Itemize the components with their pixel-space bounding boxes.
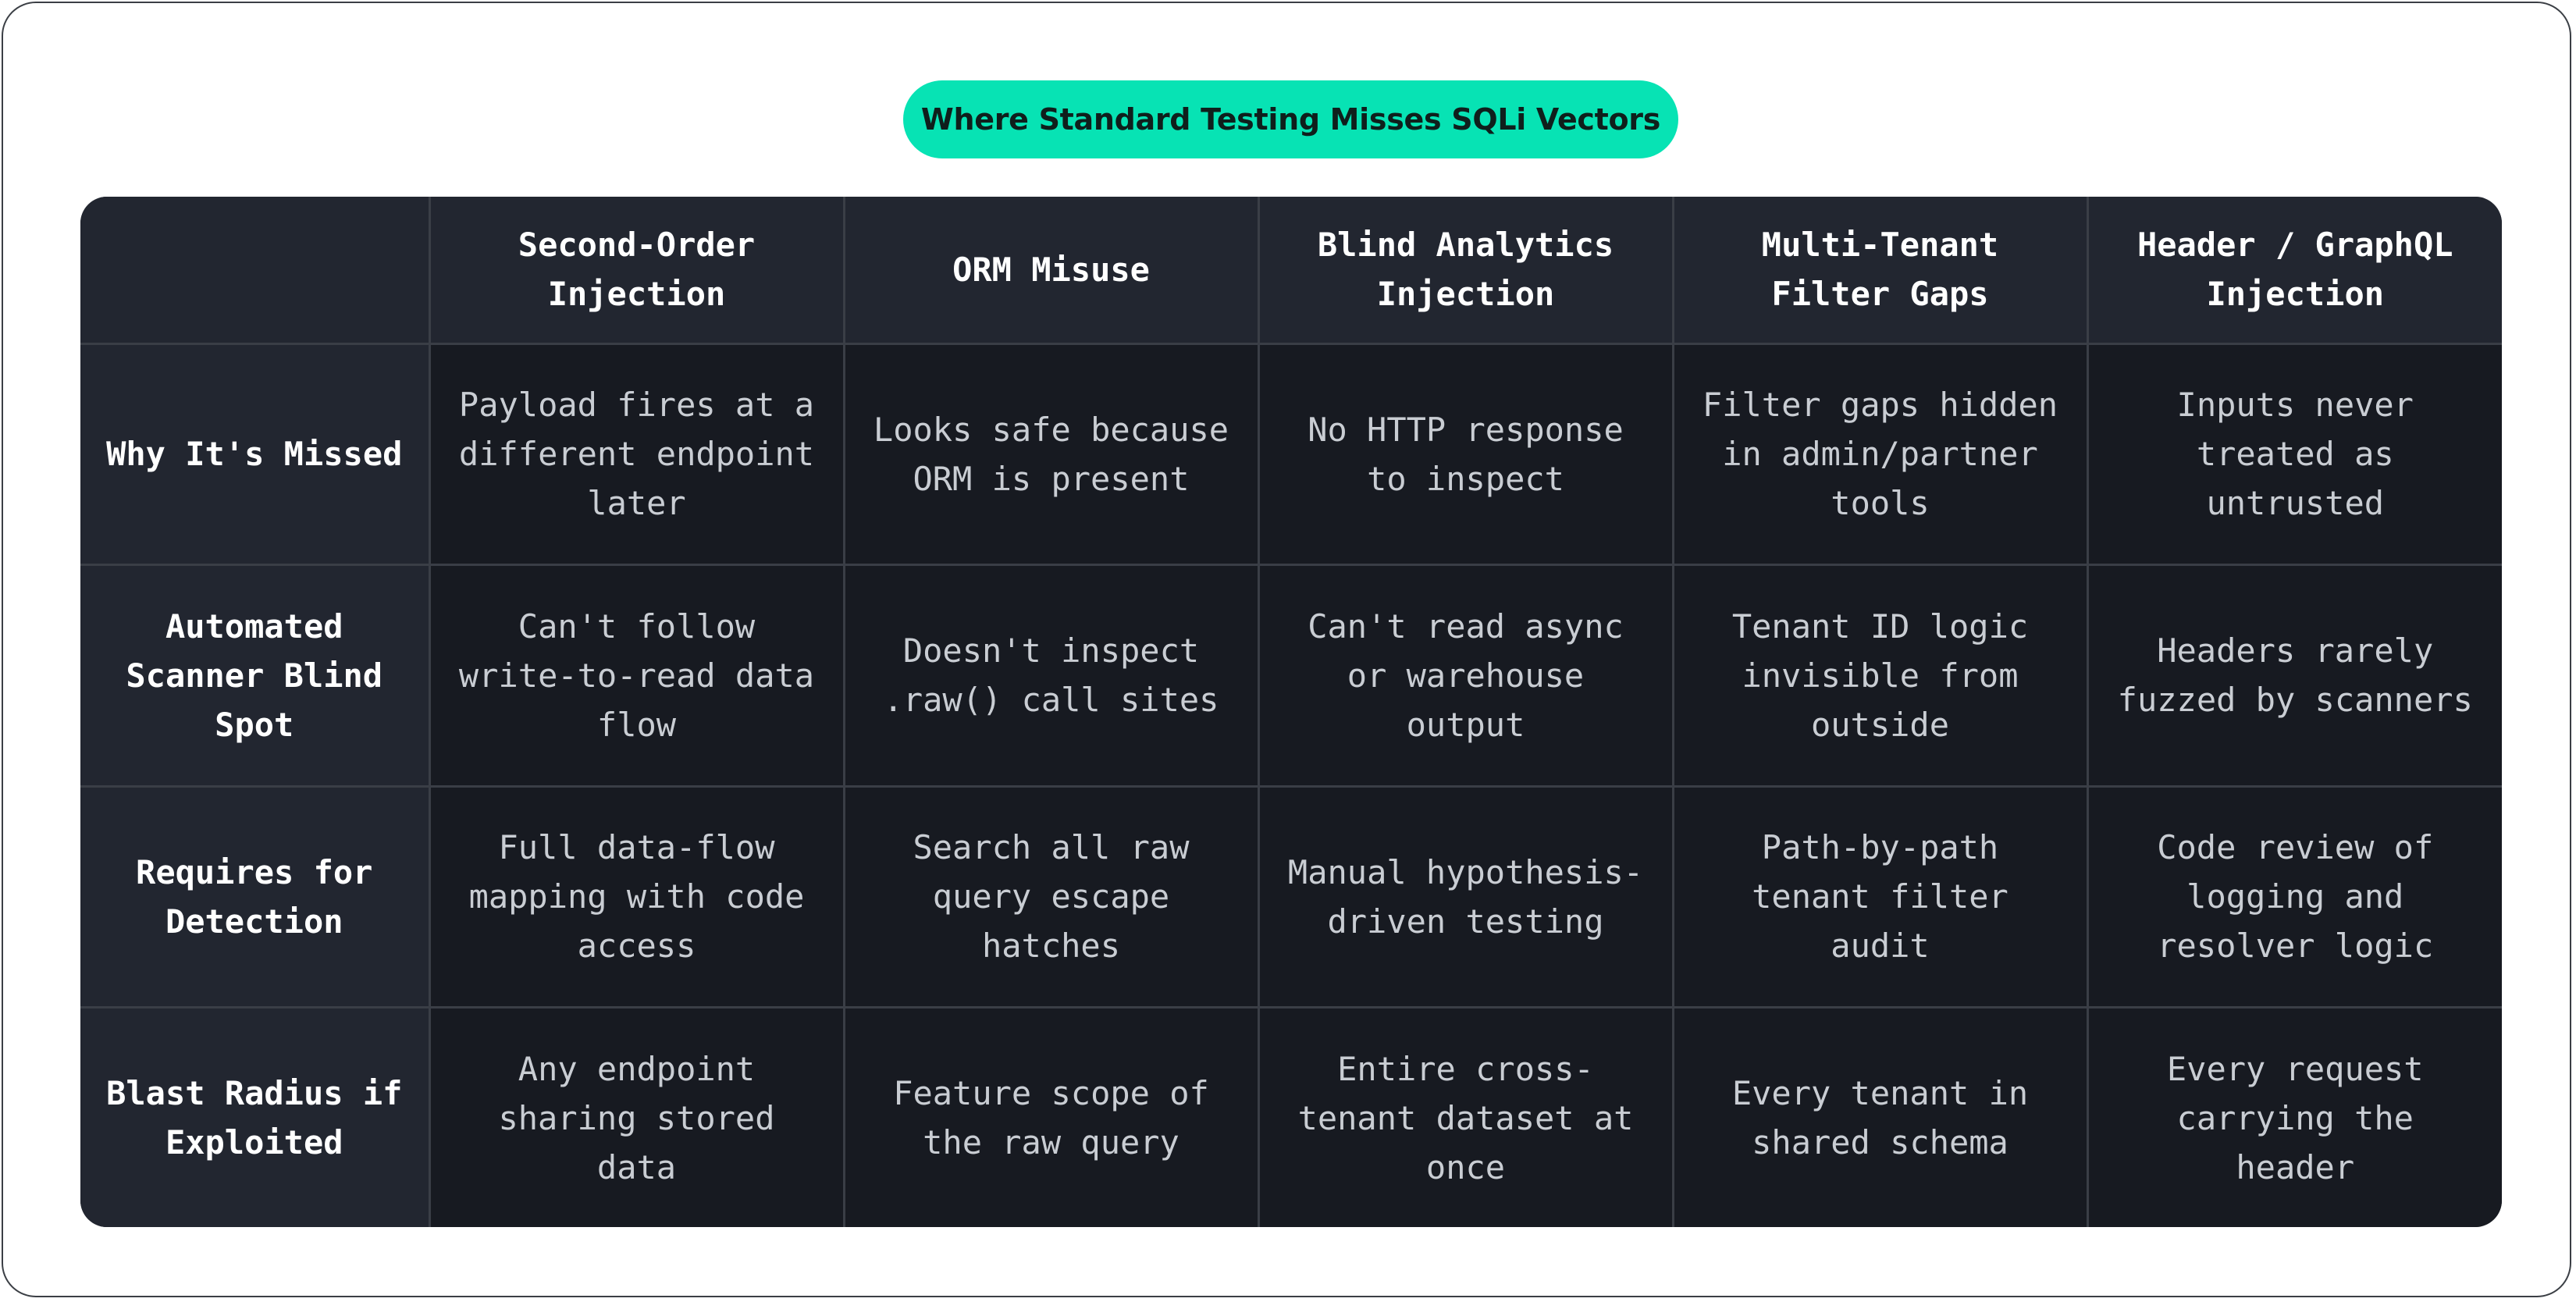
table-header-row — [80, 197, 2502, 343]
row-header: Requires for Detection — [80, 786, 429, 1007]
table-cell: Can't read async or warehouse output — [1258, 565, 1673, 786]
table-cell: Payload fires at a different endpoint later — [429, 343, 844, 564]
table-cell: Manual hypothesis-driven testing — [1258, 786, 1673, 1007]
table-cell: Any endpoint sharing stored data — [429, 1008, 844, 1227]
table-cell: Doesn't inspect .raw() call sites — [844, 565, 1258, 786]
column-header: Blind Analytics Injection — [1258, 197, 1673, 343]
comparison-table — [80, 197, 2502, 1227]
page-title: Where Standard Testing Misses SQLi Vectors — [903, 80, 1678, 158]
table-cell: Tenant ID logic invisible from outside — [1673, 565, 2087, 786]
card-frame — [2, 2, 2571, 1297]
table-row — [80, 343, 2502, 564]
table-row — [80, 565, 2502, 786]
table-cell: Code review of logging and resolver logic — [2087, 786, 2502, 1007]
table-cell: Full data-flow mapping with code access — [429, 786, 844, 1007]
table-cell: Feature scope of the raw query — [844, 1008, 1258, 1227]
table-row — [80, 1008, 2502, 1227]
column-header: Multi-Tenant Filter Gaps — [1673, 197, 2087, 343]
table-cell: Looks safe because ORM is present — [844, 343, 1258, 564]
table-cell: Can't follow write-to-read data flow — [429, 565, 844, 786]
table-cell: Every request carrying the header — [2087, 1008, 2502, 1227]
table-cell: Search all raw query escape hatches — [844, 786, 1258, 1007]
table-cell: No HTTP response to inspect — [1258, 343, 1673, 564]
corner-cell — [80, 197, 429, 343]
table-cell: Every tenant in shared schema — [1673, 1008, 2087, 1227]
table-row — [80, 786, 2502, 1007]
row-header: Why It's Missed — [80, 343, 429, 564]
table-cell: Path-by-path tenant filter audit — [1673, 786, 2087, 1007]
column-header: Header / GraphQL Injection — [2087, 197, 2502, 343]
table-cell: Entire cross-tenant dataset at once — [1258, 1008, 1673, 1227]
table-cell: Inputs never treated as untrusted — [2087, 343, 2502, 564]
table-cell: Filter gaps hidden in admin/partner tools — [1673, 343, 2087, 564]
row-header: Automated Scanner Blind Spot — [80, 565, 429, 786]
column-header: ORM Misuse — [844, 197, 1258, 343]
column-header: Second-Order Injection — [429, 197, 844, 343]
table-cell: Headers rarely fuzzed by scanners — [2087, 565, 2502, 786]
row-header: Blast Radius if Exploited — [80, 1008, 429, 1227]
